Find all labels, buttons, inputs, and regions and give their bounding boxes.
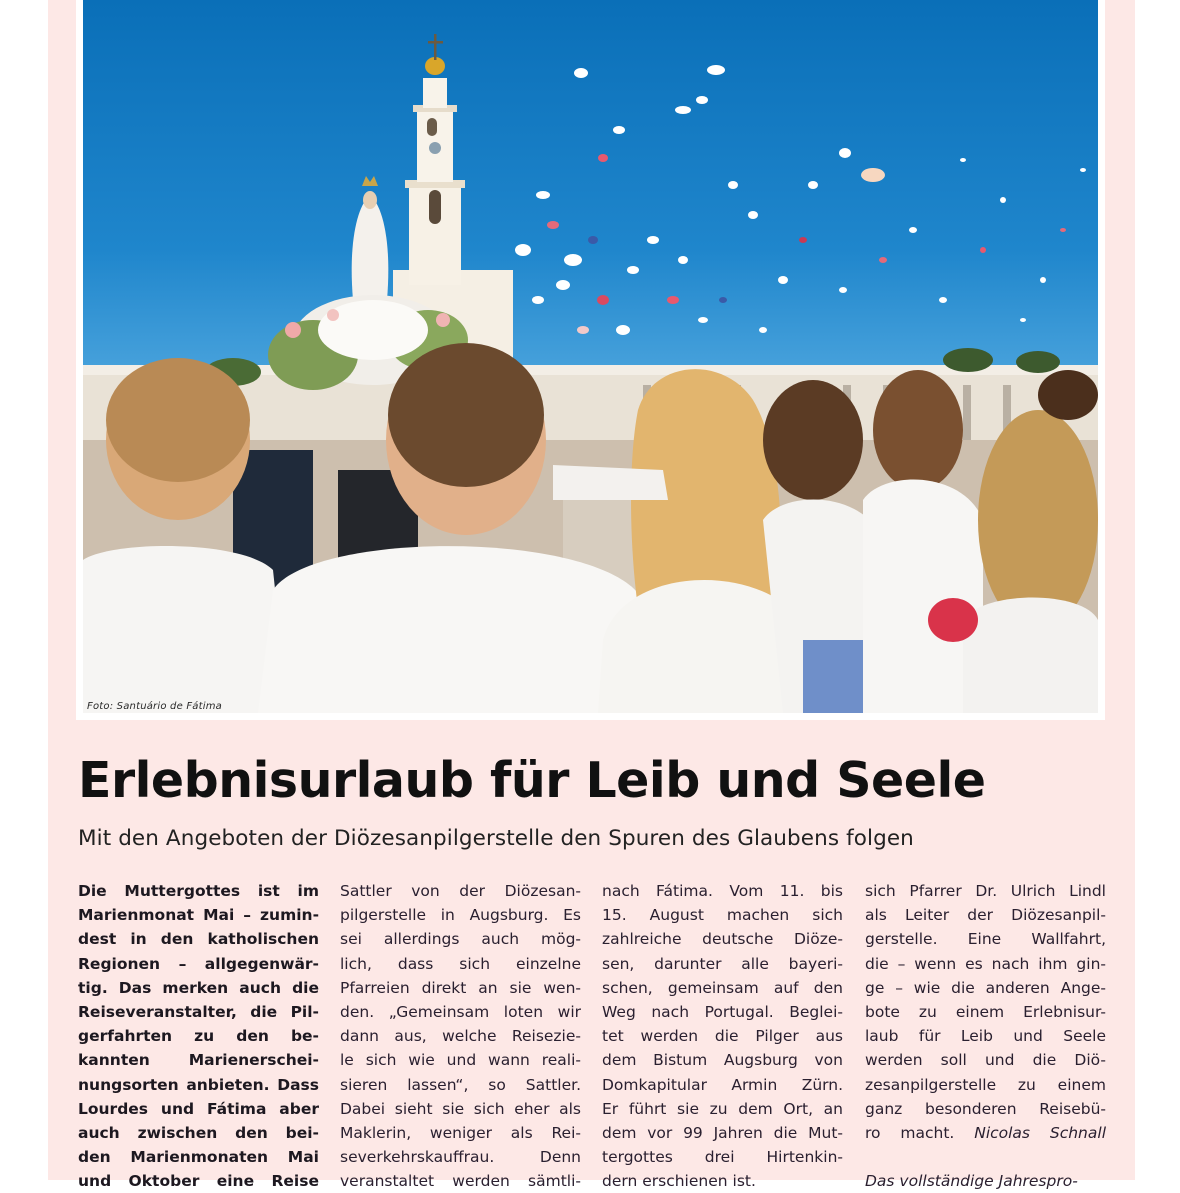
text-line: und Oktober eine Reise — [78, 1172, 319, 1191]
text-line: Regionen – allgegenwär- — [78, 954, 319, 973]
text-line: pilgerstelle in Augsburg. Es — [340, 906, 581, 925]
text-fragment: ro macht. — [865, 1123, 955, 1142]
text-line: Die Muttergottes ist im — [78, 882, 319, 900]
text-line: nungsorten anbieten. Dass — [78, 1075, 319, 1094]
text-line: Pfarreien direkt an sie wen- — [340, 978, 581, 997]
text-line: nach Fátima. Vom 11. bis — [602, 882, 843, 900]
text-line: die – wenn es nach ihm gin- — [865, 954, 1106, 973]
text-line: 15. August machen sich — [602, 906, 843, 925]
article-photo — [83, 0, 1098, 713]
article-column-3 — [602, 879, 843, 1191]
text-line: dem vor 99 Jahren die Mut- — [602, 1123, 843, 1142]
text-line: Lourdes und Fátima aber — [78, 1099, 319, 1118]
text-line: lich, dass sich einzelne — [340, 954, 581, 973]
article-headline: Erlebnisurlaub für Leib und Seele — [78, 752, 986, 809]
text-line: tet werden die Pilger aus — [602, 1027, 843, 1046]
text-line: Maklerin, weniger als Rei- — [340, 1123, 581, 1142]
text-line: Marienmonat Mai – zumin- — [78, 906, 319, 925]
text-line: dest in den katholischen — [78, 930, 319, 949]
text-line: ganz besonderen Reisebü- — [865, 1099, 1106, 1118]
text-line: severkehrskauffrau. Denn — [340, 1148, 581, 1167]
text-line: dann aus, welche Reisezie- — [340, 1027, 581, 1046]
text-line: gerstelle. Eine Wallfahrt, — [865, 930, 1106, 949]
article-column-4 — [865, 879, 1106, 1191]
text-line: sen, darunter alle bayeri- — [602, 954, 843, 973]
fatima-statue — [352, 176, 389, 300]
article-column-2 — [340, 879, 581, 1191]
flying-petals — [515, 65, 1086, 335]
text-line: auch zwischen den bei- — [78, 1123, 319, 1142]
text-line: sieren lassen“, so Sattler. — [340, 1075, 581, 1094]
text-line: werden soll und die Diö- — [865, 1051, 1106, 1070]
text-line: gerfahrten zu den be- — [78, 1027, 319, 1046]
text-line: den. „Gemeinsam loten wir — [340, 1002, 581, 1021]
text-line: Dabei sieht sie sich eher als — [340, 1099, 581, 1118]
text-line: Domkapitular Armin Zürn. — [602, 1075, 843, 1094]
spacer — [865, 1145, 1106, 1169]
text-line: den Marienmonaten Mai — [78, 1148, 319, 1167]
text-line: sich Pfarrer Dr. Ulrich Lindl — [865, 882, 1106, 900]
text-line: bote zu einem Erlebnisur- — [865, 1002, 1106, 1021]
text-line: sei allerdings auch mög- — [340, 930, 581, 949]
author-byline: Nicolas Schnall — [974, 1123, 1106, 1142]
photo-illustration — [83, 0, 1098, 713]
text-line-with-author — [865, 1121, 1106, 1145]
text-line: veranstaltet werden sämtli- — [340, 1172, 581, 1191]
text-line: laub für Leib und Seele — [865, 1027, 1106, 1046]
text-line: Weg nach Portugal. Beglei- — [602, 1002, 843, 1021]
text-line: zesanpilgerstelle zu einem — [865, 1075, 1106, 1094]
text-line: kannten Marienerschei- — [78, 1051, 319, 1070]
article-subheadline: Mit den Angeboten der Diözesanpilgerstelle den Spuren des Glaubens folgen — [78, 826, 914, 851]
footer-note: Das vollständige Jahrespro- — [865, 1172, 1078, 1191]
text-line: schen, gemeinsam auf den — [602, 978, 843, 997]
text-line: tig. Das merken auch die — [78, 978, 319, 997]
text-line: tergottes drei Hirtenkin- — [602, 1148, 843, 1167]
article-column-1 — [78, 879, 319, 1191]
text-line: dern erschienen ist. — [602, 1172, 756, 1191]
text-line: Er führt sie zu dem Ort, an — [602, 1099, 843, 1118]
text-line: Sattler von der Diözesan- — [340, 882, 581, 900]
text-line: als Leiter der Diözesanpil- — [865, 906, 1106, 925]
bell-tower — [405, 34, 465, 285]
text-line: zahlreiche deutsche Diöze- — [602, 930, 843, 949]
text-line: Reiseveranstalter, die Pil- — [78, 1002, 319, 1021]
text-line: dem Bistum Augsburg von — [602, 1051, 843, 1070]
text-line: ge – wie die anderen Ange- — [865, 978, 1106, 997]
photo-credit: Foto: Santuário de Fátima — [87, 701, 222, 712]
text-line: le sich wie und wann reali- — [340, 1051, 581, 1070]
